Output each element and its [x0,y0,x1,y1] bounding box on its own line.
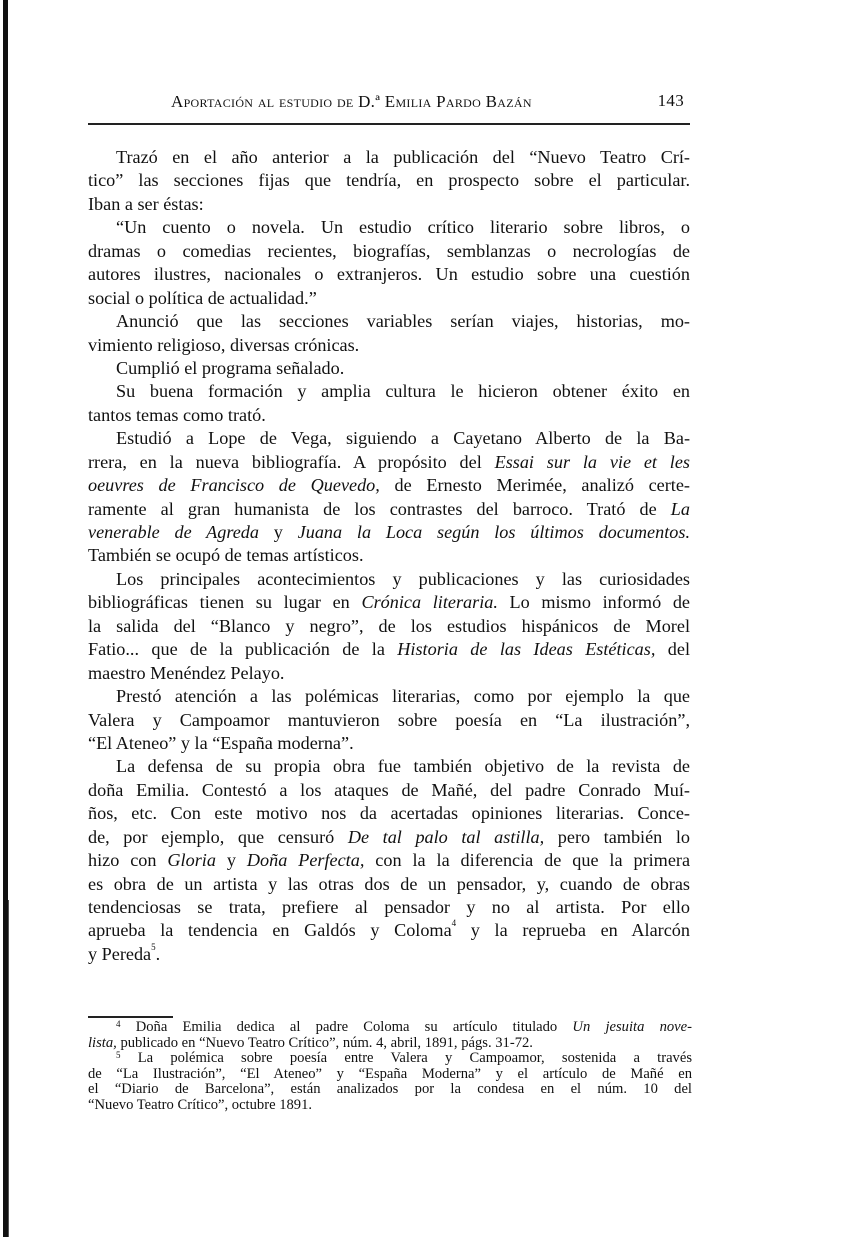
text-run: tico” las secciones fijas que tendría, en prospecto sobre el particular. [88,170,690,191]
body-line [88,287,690,310]
text-run: Fatio... que de la publicación de la [88,639,398,660]
footnote-marker: 5 [151,941,156,952]
text-run: de, por ejemplo, que censuró [88,826,348,847]
italic-text: Crónica literaria. [361,592,498,613]
text-run: “Un cuento o novela. Un estudio crítico literario sobre libros, o [116,217,690,238]
body-line [88,755,690,778]
body-line [88,169,690,192]
body-line [88,521,690,544]
body-line [88,263,690,286]
text-run: social o política de actualidad.” [88,287,317,308]
footnote-line [88,1067,692,1083]
text-run: Lo mismo informó de [497,592,690,613]
text-run: También se ocupó de temas artísticos. [88,545,364,566]
italic-text: Juana la Loca según los últimos documentos. [297,522,690,542]
italic-text: venerable de Agreda [88,522,259,542]
text-run: y [258,522,298,542]
footnotes [88,1020,692,1113]
body-line [88,240,690,263]
text-run: tendenciosas se trata, prefiere al pensador y no al artista. Por ello [88,897,690,917]
body-line [88,451,690,474]
text-run: vimiento religioso, diversas crónicas. [88,334,360,355]
italic-text: oeuvres de Francisco de Quevedo, [88,475,380,496]
body-line [88,146,690,169]
body-line [88,310,690,333]
page-number: 143 [657,91,684,110]
body-line [88,380,690,403]
italic-text: Doña Perfecta, [246,850,365,871]
footnote-line [88,1098,692,1114]
text-run: La defensa de su propia obra fue también objetivo de la revista de [116,756,690,777]
body-line [88,216,690,239]
text-run: de “La Ilustración”, “El Ateneo” y “España Moderna” y el artículo de Mañé en [88,1065,692,1082]
text-run: bibliográficas tienen su lugar en [88,592,362,613]
body-line [88,943,690,966]
text-run: Los principales acontecimientos y publicaciones y las curiosidades [116,568,690,589]
text-run: publicado en “Nuevo Teatro Crítico”, núm. 4, abril, 1891, págs. 31-72. [116,1034,533,1051]
text-run: autores ilustres, nacionales o extranjeros. Un estudio sobre una cuestión [88,264,690,285]
body-line [88,919,690,942]
text-run: Anunció que las secciones variables serían viajes, historias, mo- [116,311,690,332]
italic-text: La [670,498,690,519]
body-line [88,849,690,872]
italic-text: Gloria [167,850,216,871]
text-run: y Pereda [88,943,152,964]
text-run: maestro Menéndez Pelayo. [88,662,285,683]
text-run: Estudió a Lope de Vega, siguiendo a Cayetano Alberto de la Ba- [116,428,690,449]
text-run: y [215,850,247,871]
body-line [88,615,690,638]
text-run: tantos temas como trató. [88,404,266,425]
text-run: la salida del “Blanco y negro”, de los estudios hispánicos de Morel [88,615,690,636]
italic-text: Essai sur la vie et les [494,451,691,472]
footnote-line [88,1082,692,1098]
text-run: rrera, en la nueva bibliografía. A propósito del [88,451,495,472]
body-line [88,544,690,567]
body-line [88,427,690,450]
text-run: Su buena formación y amplia cultura le hicieron obtener éxito en [116,381,690,402]
italic-text: Un jesuita nove- [572,1019,692,1035]
body-line [88,896,690,919]
body-line [88,802,690,825]
footnote-rule [88,1016,173,1018]
text-run: Prestó atención a las polémicas literarias, como por ejemplo la que [116,686,690,707]
body-line [88,193,690,216]
text-run: Valera y Campoamor mantuvieron sobre poesía en “La ilustración”, [88,709,690,730]
body-line [88,404,690,427]
body-line [88,591,690,614]
header-rule [88,123,690,125]
body-line [88,568,690,591]
body-line [88,873,690,896]
text-run: con la la diferencia de que la primera [364,850,691,871]
footnote-marker: 5 [116,1050,121,1060]
text-run: hizo con [88,850,168,871]
body-line [88,685,690,708]
text-run: del [655,639,690,660]
body-line [88,638,690,661]
body-line [88,498,690,521]
running-title: Aportación al estudio de D.ª Emilia Pardo Bazán [171,92,532,111]
text-run: de Ernesto Merimée, analizó certe- [379,475,690,496]
body-line [88,357,690,380]
running-header [88,90,690,116]
text-run: es obra de un artista y las otras dos de un pensador, y, cuando de obras [88,873,690,894]
body-line [88,474,690,497]
footnote-marker: 4 [116,1019,121,1029]
text-run: Trazó en el año anterior a la publicación del “Nuevo Teatro Crí- [116,147,690,167]
text-run: dramas o comedias recientes, biografías, semblanzas o necrologías de [88,240,690,261]
text-run: el “Diario de Barcelona”, están analizados por la condesa en el núm. 10 del [88,1081,692,1097]
text-run: ños, etc. Con este motivo nos da acertadas opiniones literarias. Conce- [88,803,690,824]
footnote-line [88,1036,692,1052]
body-line [88,779,690,802]
text-run: “Nuevo Teatro Crítico”, octubre 1891. [88,1096,313,1113]
italic-text: Historia de las Ideas Estéticas, [397,639,656,660]
text-run: aprueba la tendencia en Galdós y Coloma [88,920,452,941]
footnote-line [88,1051,692,1067]
text-run: y la reprueba en Alarcón [456,920,690,941]
text-run: La polémica sobre poesía entre Valera y Campoamor, sostenida a través [120,1050,692,1066]
footnote-marker: 4 [451,918,457,929]
text-run: doña Emilia. Contestó a los ataques de Mañé, del padre Conrado Muí- [88,779,690,800]
scan-edge-artifact-thin [8,900,9,1237]
text-run: Iban a ser éstas: [88,193,204,214]
body-line [88,334,690,357]
body-line [88,709,690,732]
body-line [88,662,690,685]
footnote-line [88,1020,692,1036]
text-run: Doña Emilia dedica al padre Coloma su artículo titulado [120,1019,573,1035]
body-line [88,732,690,755]
italic-text: lista, [88,1034,117,1051]
text-run: Cumplió el programa señalado. [116,357,345,378]
text-run: . [155,943,161,964]
italic-text: De tal palo tal astilla, [347,826,545,847]
body-text [88,146,690,966]
text-run: pero también lo [544,826,690,847]
text-run: ramente al gran humanista de los contrastes del barroco. Trató de [88,498,671,519]
body-line [88,826,690,849]
text-run: “El Ateneo” y la “España moderna”. [88,732,354,753]
